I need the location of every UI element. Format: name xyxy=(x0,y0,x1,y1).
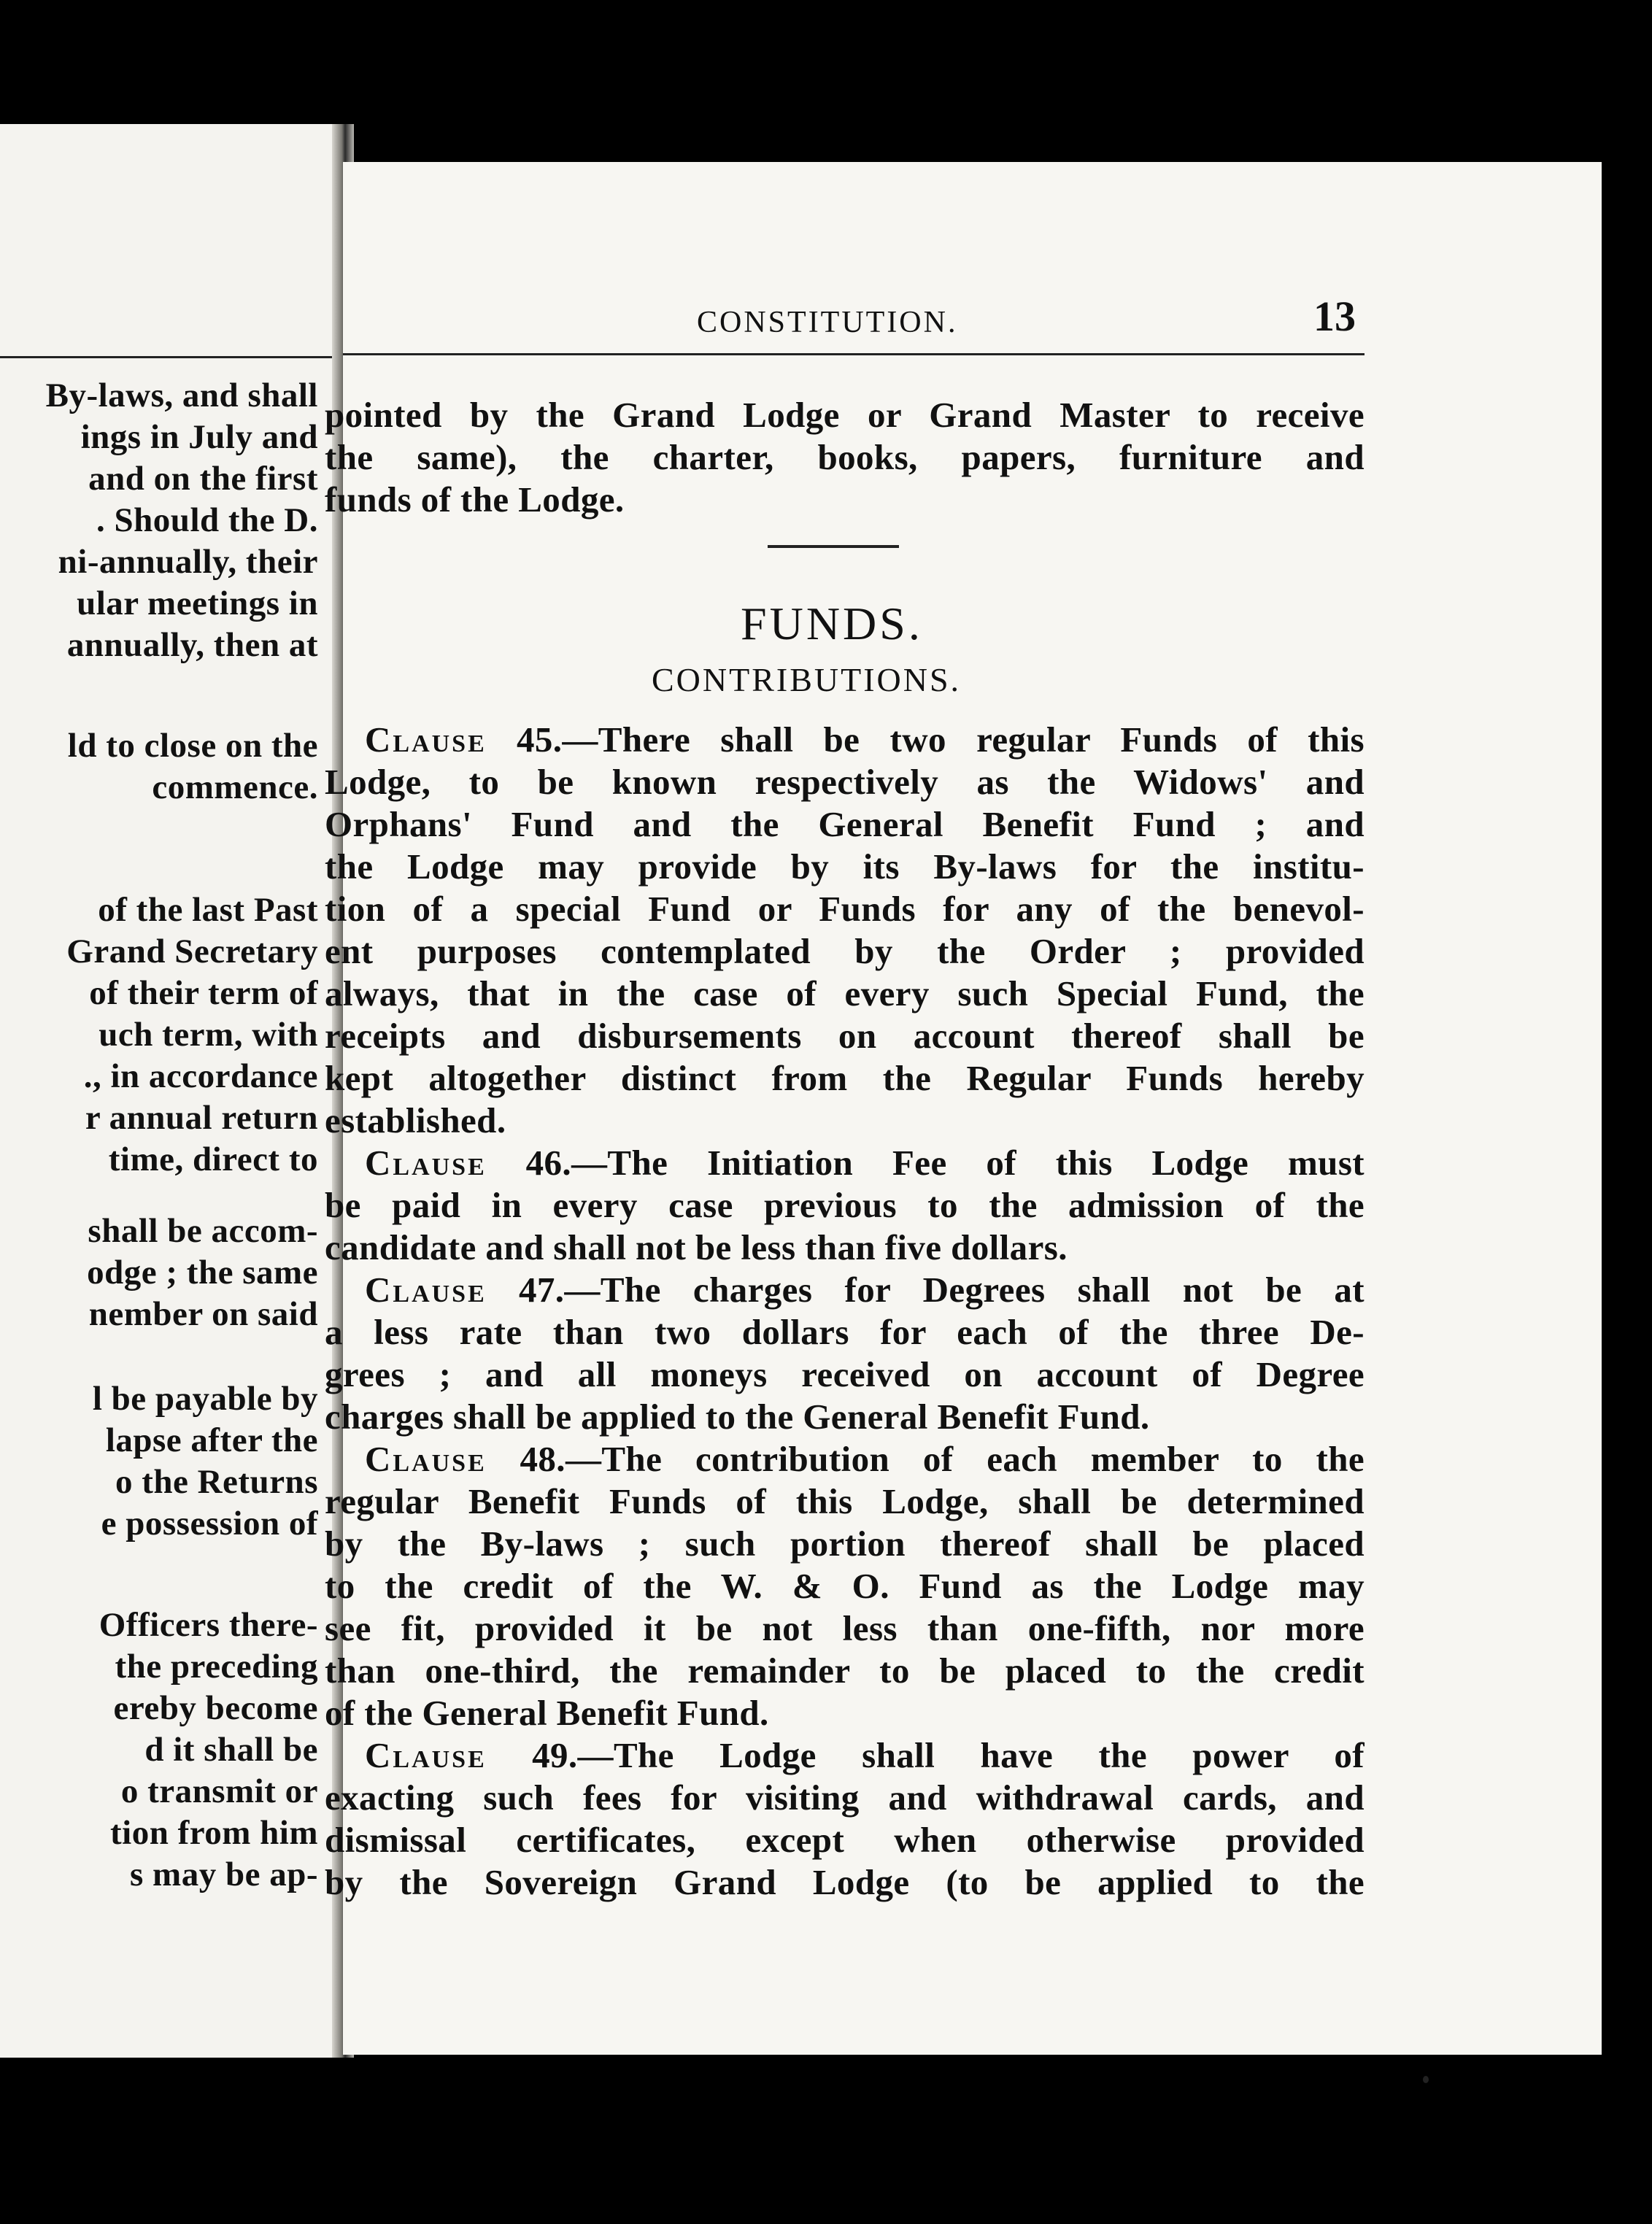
body-line: exacting such fees for visiting and withdrawal cards, and xyxy=(325,1777,1365,1818)
previous-page-line: lapse after the xyxy=(105,1421,318,1459)
body-line: be paid in every case previous to the admission of the xyxy=(325,1185,1365,1225)
body-line: receipts and disbursements on account thereof shall be xyxy=(325,1016,1365,1056)
previous-page-line: nember on said xyxy=(88,1295,318,1333)
previous-page-line: uch term, with xyxy=(99,1016,318,1054)
previous-page-line: ni-annually, their xyxy=(58,543,318,581)
body-line: the same), the charter, books, papers, furniture and xyxy=(325,437,1365,477)
section-divider xyxy=(768,545,899,548)
body-line: a less rate than two dollars for each of the three De- xyxy=(325,1312,1365,1352)
clause-label: Clause xyxy=(365,1439,487,1479)
previous-page-line: and on the first xyxy=(88,460,318,498)
clause-text: 46.—The Initiation Fee of this Lodge must xyxy=(525,1143,1365,1183)
clause-text: 48.—The contribution of each member to the xyxy=(520,1439,1365,1479)
body-line: see fit, provided it be not less than one-fifth, nor more xyxy=(325,1608,1365,1648)
body-line: Orphans' Fund and the General Benefit Fund ; and xyxy=(325,804,1365,844)
header-rule xyxy=(343,353,1365,355)
previous-page-line: ., in accordance xyxy=(83,1057,318,1095)
body-line: of the General Benefit Fund. xyxy=(325,1693,769,1733)
clause-text: 49.—The Lodge shall have the power of xyxy=(532,1735,1365,1775)
previous-page-line: shall be accom- xyxy=(88,1212,318,1250)
previous-page-line: . Should the D. xyxy=(96,501,318,539)
previous-page-line: e possession of xyxy=(101,1505,318,1542)
body-line: candidate and shall not be less than five dollars. xyxy=(325,1227,1068,1267)
previous-page-line: Officers there- xyxy=(99,1606,318,1644)
clause-47-first-line xyxy=(365,1269,1365,1310)
previous-page-line: ld to close on the xyxy=(67,727,318,765)
previous-page xyxy=(0,124,343,2058)
clause-label: Clause xyxy=(365,719,487,760)
body-line: kept altogether distinct from the Regular Funds hereby xyxy=(325,1058,1365,1098)
body-line: by the Sovereign Grand Lodge (to be applied to the xyxy=(325,1862,1365,1902)
previous-page-line: ereby become xyxy=(113,1689,318,1727)
previous-page-line: o transmit or xyxy=(120,1772,318,1810)
previous-page-line: of their term of xyxy=(89,974,318,1012)
body-line: grees ; and all moneys received on account of Degree xyxy=(325,1354,1365,1394)
previous-page-line: s may be ap- xyxy=(130,1856,318,1893)
clause-48-first-line xyxy=(365,1438,1365,1480)
previous-page-line: the preceding xyxy=(115,1648,318,1686)
page-number: 13 xyxy=(1313,293,1356,340)
previous-page-line: Grand Secretary xyxy=(66,933,318,970)
ink-speck xyxy=(1423,2076,1429,2083)
subheading-contributions: CONTRIBUTIONS. xyxy=(652,661,962,698)
previous-page-line: odge ; the same xyxy=(87,1254,318,1291)
clause-label: Clause xyxy=(365,1735,487,1775)
body-line: established. xyxy=(325,1100,506,1140)
previous-page-line: By-laws, and shall xyxy=(45,377,318,414)
clause-text: 45.—There shall be two regular Funds of this xyxy=(516,719,1365,760)
previous-page-line: l be payable by xyxy=(92,1380,318,1418)
previous-page-line: r annual return xyxy=(85,1099,318,1137)
previous-page-line: annually, then at xyxy=(66,626,318,664)
body-line: ent purposes contemplated by the Order ; provided xyxy=(325,931,1365,971)
body-line: charges shall be applied to the General Benefit Fund. xyxy=(325,1397,1150,1437)
section-heading-funds: FUNDS. xyxy=(741,598,923,649)
clause-49-first-line xyxy=(365,1734,1365,1776)
body-line: dismissal certificates, except when otherwise provided xyxy=(325,1820,1365,1860)
previous-page-line: commence. xyxy=(152,768,318,806)
body-line: pointed by the Grand Lodge or Grand Master to receive xyxy=(325,395,1365,435)
clause-text: 47.—The charges for Degrees shall not be at xyxy=(518,1270,1365,1310)
previous-page-line: of the last Past xyxy=(98,891,318,929)
body-line: tion of a special Fund or Funds for any of the benevol- xyxy=(325,889,1365,929)
body-line: funds of the Lodge. xyxy=(325,479,625,520)
body-line: always, that in the case of every such Special Fund, the xyxy=(325,973,1365,1013)
previous-page-line: time, direct to xyxy=(108,1140,318,1178)
clause-label: Clause xyxy=(365,1143,487,1183)
body-line: Lodge, to be known respectively as the Widows' and xyxy=(325,762,1365,802)
previous-page-header-rule xyxy=(0,356,343,358)
clause-46-first-line xyxy=(365,1142,1365,1184)
previous-page-line: ular meetings in xyxy=(77,584,318,622)
running-title: CONSTITUTION. xyxy=(697,306,958,339)
previous-page-line: o the Returns xyxy=(115,1463,318,1501)
previous-page-line: tion from him xyxy=(109,1814,318,1852)
previous-page-line: ings in July and xyxy=(80,418,318,456)
body-line: to the credit of the W. & O. Fund as the Lodge may xyxy=(325,1566,1365,1606)
body-line: by the By-laws ; such portion thereof shall be placed xyxy=(325,1524,1365,1564)
body-line: than one-third, the remainder to be placed to the credit xyxy=(325,1650,1365,1691)
clause-label: Clause xyxy=(365,1270,487,1310)
clause-45-first-line xyxy=(365,719,1365,760)
body-line: the Lodge may provide by its By-laws for the institu- xyxy=(325,846,1365,887)
previous-page-line: d it shall be xyxy=(144,1731,318,1769)
body-line: regular Benefit Funds of this Lodge, shall be determined xyxy=(325,1481,1365,1521)
